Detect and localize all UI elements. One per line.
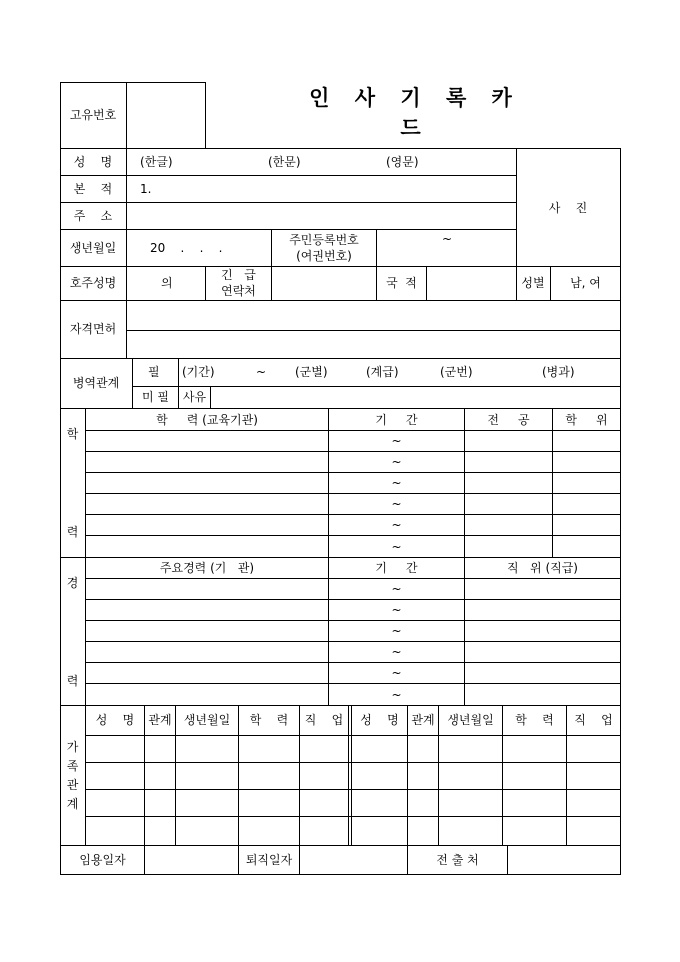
family-education-header: 학 력	[515, 713, 554, 727]
gender-value: 남, 여	[570, 276, 601, 290]
name-english-label: (영문)	[386, 155, 419, 169]
birth-value: 20 . . .	[150, 241, 223, 255]
military-service-label: 병역관계	[72, 376, 120, 390]
family-job-header: 직 업	[304, 713, 344, 727]
domicile-value: 1.	[140, 182, 152, 196]
photo-label: 사 진	[548, 201, 588, 215]
education-period-tilde: ~	[391, 518, 402, 532]
military-branch-label: (군별)	[295, 365, 328, 379]
emergency-contact-label-2: 연락처	[221, 284, 256, 298]
family-name-header: 성 명	[95, 713, 135, 727]
nationality-label: 국 적	[386, 276, 417, 290]
family-side-label: 관	[66, 778, 79, 792]
id-number-label: 고유번호	[69, 108, 117, 122]
head-of-household-label: 호주성명	[69, 276, 117, 290]
military-rank-label: (계급)	[366, 365, 399, 379]
career-period-tilde: ~	[391, 688, 402, 702]
career-period-tilde: ~	[391, 666, 402, 680]
family-birth-header: 생년월일	[447, 713, 494, 727]
career-side-label-bottom: 력	[66, 674, 79, 688]
career-period-tilde: ~	[391, 582, 402, 596]
education-side-label-bottom: 력	[66, 525, 79, 539]
hire-date-label: 임용일자	[79, 853, 126, 867]
family-side-label: 계	[66, 797, 79, 811]
military-reason-label: 사유	[182, 390, 207, 404]
emergency-contact-label-1: 긴 급	[221, 268, 256, 282]
birth-label: 생년월일	[69, 241, 117, 255]
military-specialty-label: (병과)	[542, 365, 575, 379]
family-relation-header: 관계	[148, 713, 172, 727]
passport-number-label: (여권번호)	[296, 249, 352, 263]
name-hangul-label: (한글)	[140, 155, 173, 169]
career-period-tilde: ~	[391, 603, 402, 617]
gender-label: 성별	[521, 276, 545, 290]
family-side-label: 가	[66, 740, 79, 754]
military-served-label: 필	[148, 365, 160, 379]
education-period-tilde: ~	[391, 455, 402, 469]
address-label: 주 소	[73, 209, 113, 223]
name-label: 성 명	[73, 155, 113, 169]
family-name-header: 성 명	[360, 713, 399, 727]
family-relation-header: 관계	[411, 713, 435, 727]
education-period-tilde: ~	[391, 497, 402, 511]
resident-number-tilde: ~	[442, 232, 453, 246]
education-major-header: 전 공	[487, 413, 530, 427]
head-of-household-suffix: 의	[161, 276, 173, 290]
resident-number-label: 주민등록번호	[289, 233, 359, 247]
military-not-served-label: 미 필	[142, 390, 169, 404]
name-hanja-label: (한문)	[268, 155, 301, 169]
family-education-header: 학 력	[249, 713, 289, 727]
career-period-header: 기 간	[375, 561, 418, 575]
education-period-header: 기 간	[375, 413, 418, 427]
military-period-tilde: ~	[256, 365, 267, 379]
education-period-tilde: ~	[391, 476, 402, 490]
license-label: 자격면허	[69, 322, 117, 336]
career-period-tilde: ~	[391, 645, 402, 659]
military-period-label: (기간)	[182, 365, 215, 379]
career-position-header: 직 위 (직급)	[507, 561, 578, 575]
family-side-label: 족	[66, 759, 79, 773]
transfer-destination-label: 전 출 처	[436, 853, 479, 867]
education-degree-header: 학 위	[565, 413, 608, 427]
education-school-header: 학 력 (교육기관)	[156, 413, 258, 427]
education-side-label-top: 학	[66, 427, 79, 441]
family-birth-header: 생년월일	[183, 713, 231, 727]
career-organization-header: 주요경력 (기 관)	[159, 561, 255, 575]
retire-date-label: 퇴직일자	[245, 853, 293, 867]
form-title: 인 사 기 록 카 드	[309, 85, 521, 140]
education-period-tilde: ~	[391, 434, 402, 448]
career-side-label-top: 경	[66, 576, 79, 590]
domicile-label: 본 적	[73, 182, 113, 196]
career-period-tilde: ~	[391, 624, 402, 638]
military-service-number-label: (군번)	[440, 365, 473, 379]
family-job-header: 직 업	[574, 713, 613, 727]
education-period-tilde: ~	[391, 540, 402, 554]
